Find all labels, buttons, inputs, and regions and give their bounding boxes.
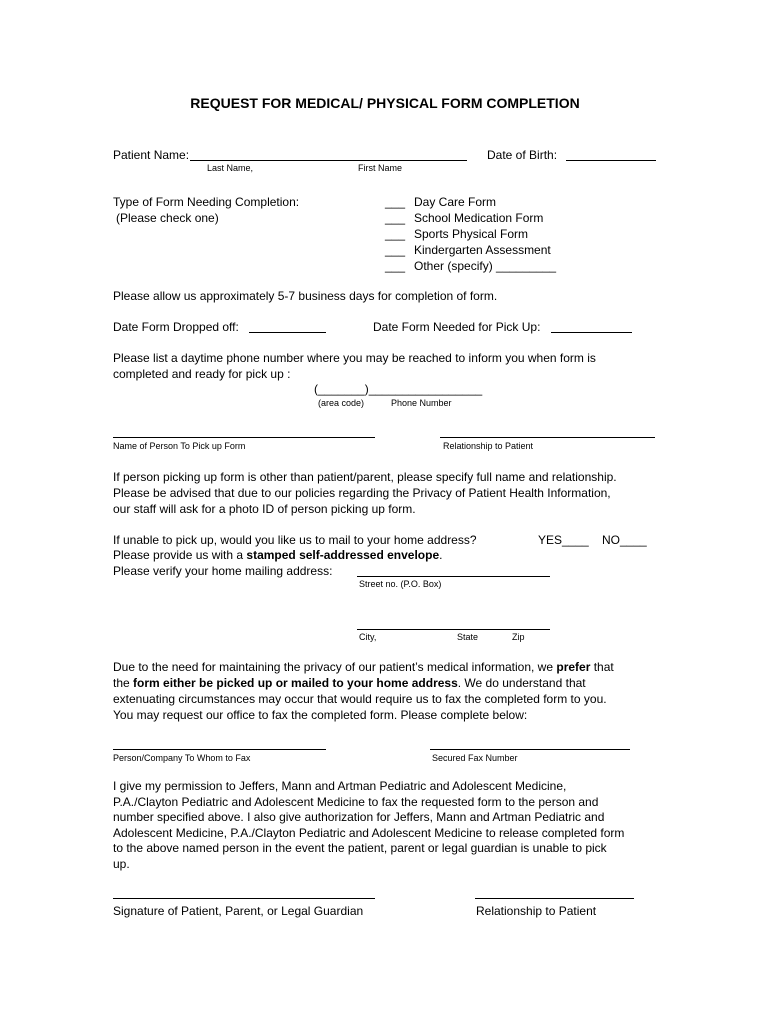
dob-field[interactable]: [566, 160, 656, 161]
envelope-prefix: Please provide us with a: [113, 548, 247, 562]
option-other-label[interactable]: Other (specify) _________: [414, 259, 557, 273]
privacy-line1-a: Due to the need for maintaining the privacy of our patient’s medical information, we: [113, 660, 557, 674]
city-state-zip-field[interactable]: [357, 629, 550, 630]
id-notice-line3: our staff will ask for a photo ID of person picking up form.: [113, 502, 416, 516]
date-needed-label: Date Form Needed for Pick Up:: [373, 320, 541, 334]
last-name-caption: Last Name,: [207, 163, 254, 173]
fax-number-field[interactable]: [430, 749, 630, 750]
pickup-relationship-field[interactable]: [440, 437, 655, 438]
envelope-emphasis: stamped self-addressed envelope: [246, 548, 440, 562]
permission-line2: P.A./Clayton Pediatric and Adolescent Medicine to fax the requested form to the person and: [113, 795, 599, 809]
phone-number-caption: Phone Number: [391, 398, 452, 408]
permission-line4: Adolescent Medicine, P.A./Clayton Pediatric and Adolescent Medicine to release completed form: [113, 826, 625, 840]
mail-question: If unable to pick up, would you like us to mail to your home address?: [113, 533, 477, 547]
checkbox-sports-physical[interactable]: ___: [385, 227, 406, 241]
option-kindergarten-label: Kindergarten Assessment: [414, 243, 551, 257]
phone-field[interactable]: (_______)_________________: [314, 382, 483, 396]
privacy-line2-c: . We do understand that: [457, 676, 586, 690]
zip-caption: Zip: [512, 632, 525, 642]
fax-number-caption: Secured Fax Number: [432, 753, 518, 763]
privacy-emphasis: form either be picked up or mailed to your home address: [133, 676, 458, 690]
privacy-line2-a: the: [113, 676, 134, 690]
date-dropped-off-field[interactable]: [249, 332, 326, 333]
first-name-caption: First Name: [358, 163, 403, 173]
area-code-caption: (area code): [318, 398, 365, 408]
privacy-line2: [113, 676, 586, 691]
phone-instruction-line1: Please list a daytime phone number where you may be reached to inform you when form is: [113, 351, 596, 365]
checkbox-kindergarten[interactable]: ___: [385, 243, 406, 257]
envelope-suffix: .: [439, 548, 443, 562]
permission-line1: I give my permission to Jeffers, Mann and Artman Pediatric and Adolescent Medicine,: [113, 779, 567, 793]
signature-relationship-caption: Relationship to Patient: [476, 904, 597, 918]
option-day-care-label: Day Care Form: [414, 195, 497, 209]
patient-name-field[interactable]: [190, 160, 467, 161]
patient-name-label: Patient Name:: [113, 148, 190, 162]
mail-yes-option[interactable]: YES____: [538, 533, 589, 547]
signature-field[interactable]: [113, 898, 375, 899]
date-needed-field[interactable]: [551, 332, 632, 333]
verify-address-label: Please verify your home mailing address:: [113, 564, 333, 578]
option-sports-physical-label: Sports Physical Form: [414, 227, 529, 241]
pickup-relationship-caption: Relationship to Patient: [443, 441, 534, 451]
privacy-line1-c: that: [590, 660, 614, 674]
dob-label: Date of Birth:: [487, 148, 558, 162]
checkbox-school-medication[interactable]: ___: [385, 211, 406, 225]
form-type-instruction: (Please check one): [116, 211, 219, 225]
signature-caption: Signature of Patient, Parent, or Legal Guardian: [113, 904, 364, 918]
pickup-name-caption: Name of Person To Pick up Form: [113, 441, 246, 451]
signature-relationship-field[interactable]: [475, 898, 634, 899]
pickup-name-field[interactable]: [113, 437, 375, 438]
fax-recipient-caption: Person/Company To Whom to Fax: [113, 753, 251, 763]
city-caption: City,: [359, 632, 377, 642]
state-caption: State: [457, 632, 479, 642]
date-dropped-off-label: Date Form Dropped off:: [113, 320, 239, 334]
privacy-line1: [113, 660, 614, 675]
id-notice-line2: Please be advised that due to our policies regarding the Privacy of Patient Health Information,: [113, 486, 611, 500]
permission-line5: to the above named person in the event the patient, parent or legal guardian is unable to pick: [113, 841, 607, 855]
permission-line3: number specified above. I also give authorization for Jeffers, Mann and Artman Pediatric and: [113, 810, 605, 824]
permission-line6: up.: [113, 857, 130, 871]
form-type-label: Type of Form Needing Completion:: [113, 195, 300, 209]
privacy-line4: You may request our office to fax the completed form. Please complete below:: [113, 708, 528, 722]
id-notice-line1: If person picking up form is other than patient/parent, please specify full name and relationship.: [113, 470, 617, 484]
street-caption: Street no. (P.O. Box): [359, 579, 442, 589]
envelope-instruction: [113, 548, 443, 563]
option-school-medication-label: School Medication Form: [414, 211, 544, 225]
fax-recipient-field[interactable]: [113, 749, 326, 750]
mail-no-option[interactable]: NO____: [602, 533, 647, 547]
street-field[interactable]: [357, 576, 550, 577]
checkbox-day-care[interactable]: ___: [385, 195, 406, 209]
turnaround-notice: Please allow us approximately 5-7 business days for completion of form.: [113, 289, 498, 303]
privacy-prefer: prefer: [556, 660, 591, 674]
checkbox-other[interactable]: ___: [385, 259, 406, 273]
privacy-line3: extenuating circumstances may occur that would require us to fax the completed form to you.: [113, 692, 607, 706]
phone-instruction-line2: completed and ready for pick up :: [113, 367, 291, 381]
page-title: REQUEST FOR MEDICAL/ PHYSICAL FORM COMPLETION: [190, 95, 580, 111]
